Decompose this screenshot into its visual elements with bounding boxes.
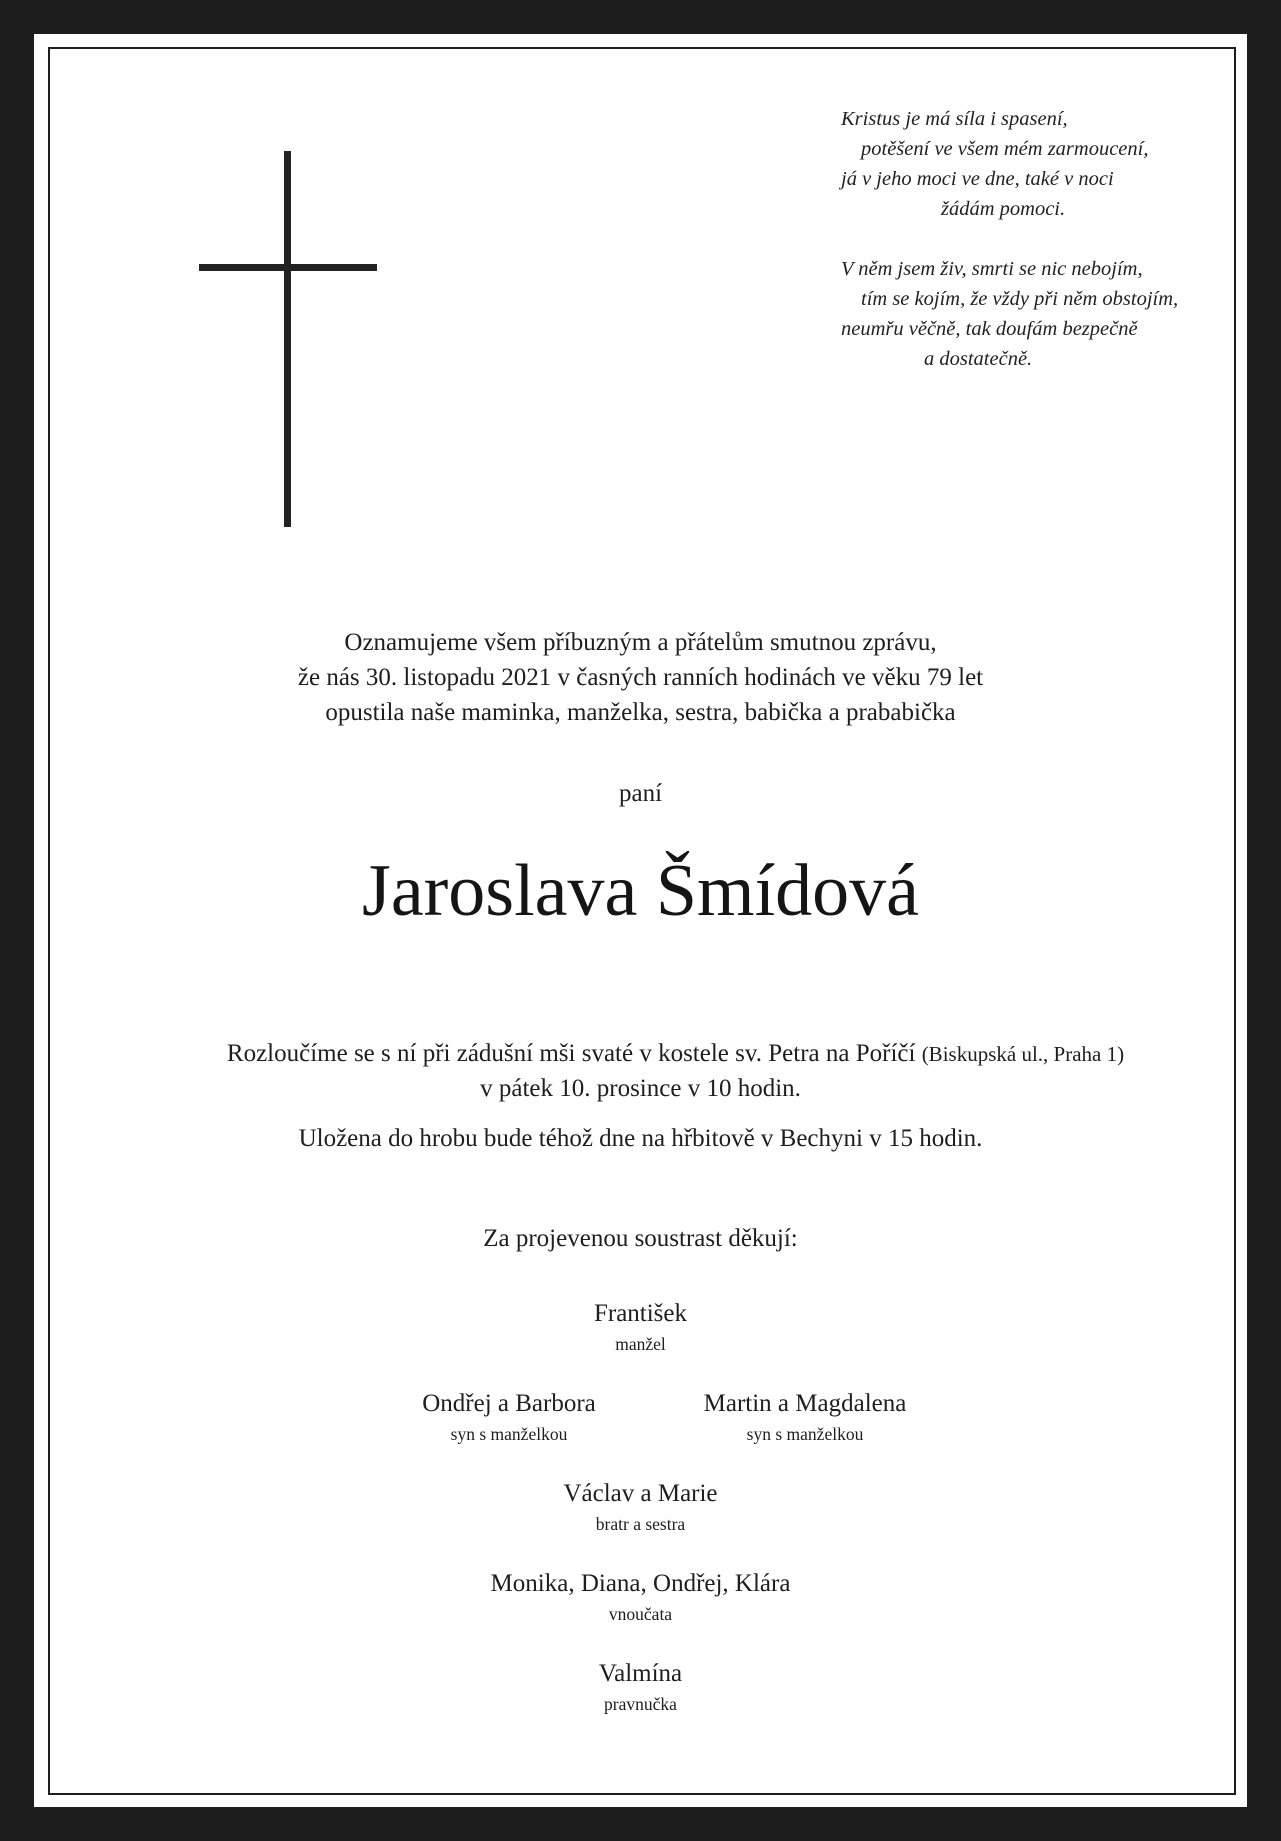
family-member <box>0 1658 1281 1716</box>
poem-line: já v jeho moci ve dne, také v noci <box>841 168 1114 190</box>
poem-line: V něm jsem živ, smrti se nic nebojím, <box>841 258 1143 280</box>
family-member-name: Monika, Diana, Ondřej, Klára <box>490 1570 791 1597</box>
family-member-name: Martin a Magdalena <box>703 1390 907 1417</box>
poem-line: žádám pomoci. <box>941 198 1066 220</box>
announcement <box>0 625 1281 730</box>
honorific: paní <box>618 780 663 807</box>
family-member-relation: manžel <box>615 1334 666 1354</box>
family-member-relation: vnoučata <box>608 1604 673 1624</box>
poem-line: potěšení ve všem mém zarmoucení, <box>861 138 1149 160</box>
ceremony-text: Rozloučíme se s ní při zádušní mši svaté v kostele sv. Petra na Poříčí <box>226 1040 916 1067</box>
poem-line: Kristus je má síla i spasení, <box>841 108 1068 130</box>
ceremony-address: (Biskupská ul., Praha 1) <box>921 1042 1125 1066</box>
poem-line: tím se kojím, že vždy při něm obstojím, <box>861 288 1179 310</box>
family-member-relation: pravnučka <box>604 1694 677 1714</box>
family-member <box>0 1298 1281 1356</box>
announcement-line: že nás 30. listopadu 2021 v časných ranních hodinách ve věku 79 let <box>297 664 984 691</box>
ceremony-line-2: v pátek 10. prosince v 10 hodin. <box>480 1075 801 1102</box>
family-member-relation: syn s manželkou <box>450 1424 568 1444</box>
poem-line: neumřu věčně, tak doufám bezpečně <box>841 318 1138 340</box>
family-member-name: František <box>593 1300 688 1327</box>
family-member-relation: syn s manželkou <box>746 1424 864 1444</box>
cross-vertical-bar <box>284 151 291 527</box>
cross-horizontal-bar <box>199 264 377 271</box>
burial-info: Uložena do hrobu bude téhož dne na hřbitově v Bechyni v 15 hodin. <box>298 1125 983 1152</box>
family-member <box>645 1388 965 1446</box>
poem-line: a dostatečně. <box>924 348 1033 370</box>
family-member <box>0 1478 1281 1536</box>
thanks-heading: Za projevenou soustrast děkují: <box>483 1225 798 1252</box>
family-member-relation: bratr a sestra <box>595 1514 686 1534</box>
announcement-line: Oznamujeme všem příbuzným a přátelům smutnou zprávu, <box>344 629 937 656</box>
family-member <box>349 1388 669 1446</box>
poem <box>841 104 1201 374</box>
deceased-name: Jaroslava Šmídová <box>362 850 919 932</box>
family-member-name: Ondřej a Barbora <box>422 1390 596 1417</box>
announcement-line: opustila naše maminka, manželka, sestra, babička a prababička <box>325 699 956 726</box>
family-member-name: Valmína <box>598 1660 683 1687</box>
ceremony-line-1 <box>35 1037 1281 1071</box>
family-member-name: Václav a Marie <box>563 1480 718 1507</box>
family-member <box>0 1568 1281 1626</box>
